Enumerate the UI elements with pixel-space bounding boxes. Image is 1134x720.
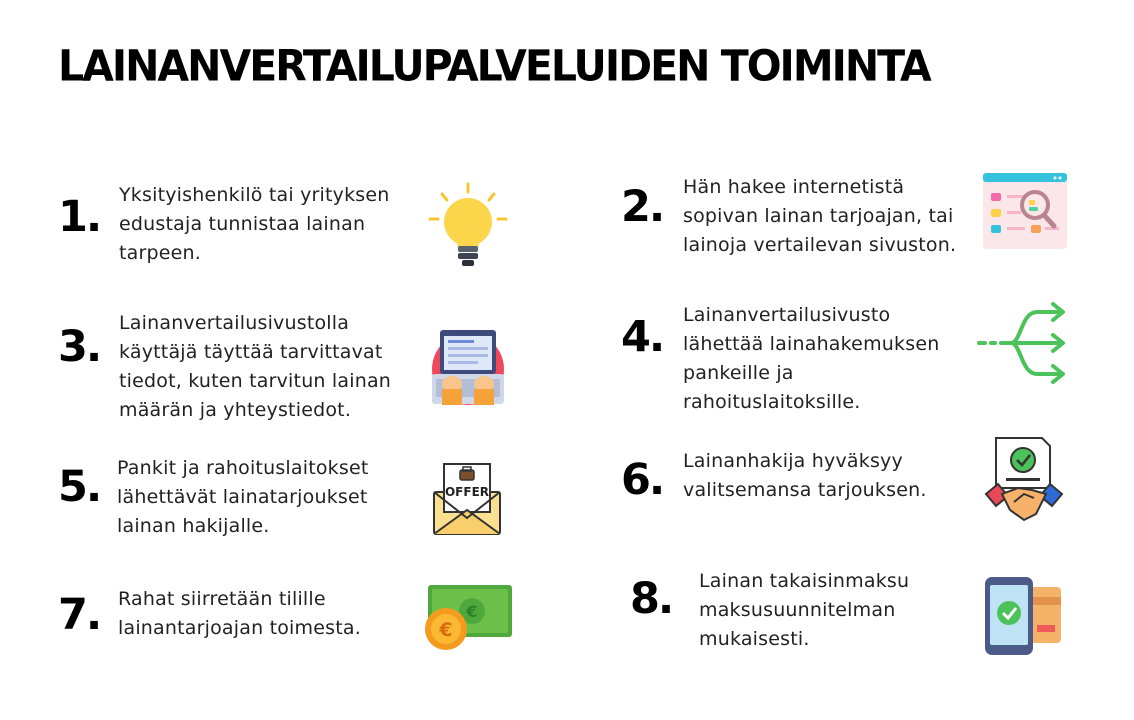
svg-text:€: € [466, 602, 478, 621]
step-6-number: 6. [621, 455, 664, 505]
mobile-payment-icon [983, 575, 1065, 657]
euro-money-icon [422, 583, 514, 653]
step-3-number: 3. [58, 322, 101, 372]
lightbulb-icon [428, 182, 508, 272]
step-6-text: Lainanhakija hyväksyy valitsemansa tarjouksen. [683, 450, 927, 501]
step-4-number: 4. [621, 312, 664, 362]
web-search-icon [983, 173, 1067, 249]
step-4-text: Lainanvertailusivusto lähettää lainahakemuksen pankeille ja rahoituslaitoksille. [683, 304, 940, 413]
step-2-number: 2. [621, 182, 664, 232]
step-1-number: 1. [58, 192, 101, 242]
split-arrows-icon [977, 300, 1069, 386]
step-1-text: Yksityishenkilö tai yrityksen edustaja tunnistaa lainan tarpeen. [119, 184, 390, 264]
offer-envelope-icon [432, 462, 502, 536]
step-2-text: Hän hakee internetistä sopivan lainan tarjoajan, tai lainoja vertailevan sivuston. [683, 176, 957, 256]
offer-label: OFFER [444, 485, 490, 499]
page-title: LAINANVERTAILUPALVELUIDEN TOIMINTA [58, 40, 930, 92]
step-7-text: Rahat siirretään tilille lainantarjoajan toimesta. [118, 588, 361, 639]
step-3-text: Lainanvertailusivustolla käyttäjä täyttää tarvittavat tiedot, kuten tarvitun lainan määrän ja yhteystiedot. [119, 312, 392, 421]
svg-text:€: € [439, 619, 453, 641]
step-5-text: Pankit ja rahoituslaitokset lähettävät lainatarjoukset lainan hakijalle. [117, 457, 369, 537]
step-7-number: 7. [58, 590, 101, 640]
laptop-typing-icon [428, 327, 508, 409]
step-8-text: Lainan takaisinmaksu maksusuunnitelman mukaisesti. [699, 570, 910, 650]
handshake-contract-icon [984, 436, 1064, 524]
step-8-number: 8. [630, 574, 673, 624]
step-5-number: 5. [58, 462, 101, 512]
